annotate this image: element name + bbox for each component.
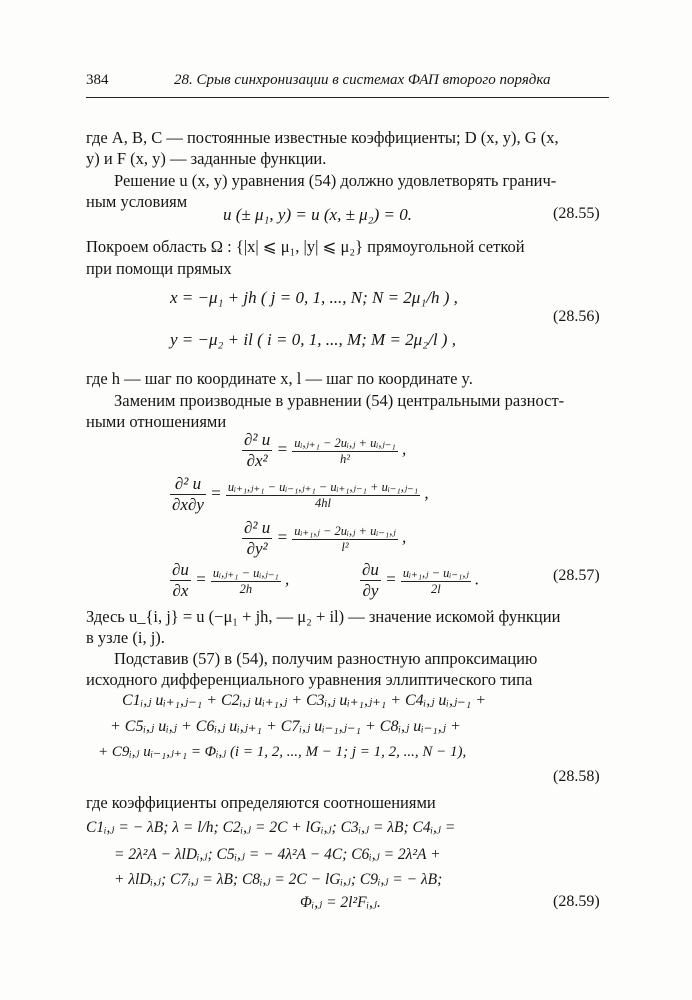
equation-number: (28.58) [553, 768, 600, 785]
text-line: Решение u (x, y) уравнения (54) должно удовлетворять гранич- [114, 171, 557, 190]
header-rule [86, 97, 609, 98]
equation-28-59-line1: C1ᵢ,ⱼ = − λB; λ = l/h; C2ᵢ,ⱼ = 2C + lGᵢ,ⱼ; C3ᵢ,ⱼ = λB; C4ᵢ,ⱼ = [86, 819, 456, 836]
text-line: где коэффициенты определяются соотношениями [86, 793, 436, 812]
text-line: ными отношениями [86, 412, 227, 431]
equation-du-dx: $\frac{\partial u}{\partial x}$ = $\frac{\text{uᵢ,ⱼ₊₁ − uᵢ,ⱼ₋₁}}{2h}$ , [172, 560, 290, 600]
equation-28-59-line2: = 2λ²A − λlDᵢ,ⱼ; C5ᵢ,ⱼ = − 4λ²A − 4C; C6ᵢ,ⱼ = 2λ²A + [114, 846, 441, 863]
equation-28-56-x: x = −μ₁ + jh ( j = 0, 1, ..., N; N = 2μ₁/h ) , [170, 288, 458, 307]
equation-28-56-y: y = −μ₂ + il ( i = 0, 1, ..., M; M = 2μ₂/l ) , [170, 330, 456, 349]
text-line: Покроем область Ω : {|x| ⩽ μ₁, |y| ⩽ μ₂} прямоугольной сеткой [86, 237, 525, 256]
text-line: Подставив (57) в (54), получим разностную аппроксимацию [114, 649, 538, 668]
equation-28-59-line4: Φᵢ,ⱼ = 2l²Fᵢ,ⱼ. [300, 894, 381, 911]
text-line: при помощи прямых [86, 259, 232, 278]
equation-d2u-dy2: $\frac{\text{∂² u}}{\text{∂y²}}$ = $\frac{\text{uᵢ₊₁,ⱼ − 2uᵢ,ⱼ + uᵢ₋₁,ⱼ}}{\text{l²}}$ , [244, 518, 407, 558]
equation-number: (28.56) [553, 308, 600, 325]
equation-number: (28.59) [553, 893, 600, 910]
equation-d2u-dx2: $\frac{\text{∂² u}}{\text{∂x²}}$ = $\frac{\text{uᵢ,ⱼ₊₁ − 2uᵢ,ⱼ + uᵢ,ⱼ₋₁}}{\text{h²}}$ , [244, 430, 407, 470]
equation-d2u-dxdy: $\frac{\text{∂² u}}{\partial x\partial y}$ = $\frac{\text{uᵢ₊₁,ⱼ₊₁ − uᵢ₋₁,ⱼ₊₁ − uᵢ₊₁,ⱼ₋₁ + uᵢ₋₁,ⱼ₋₁}}{4hl}$ , [172, 474, 429, 514]
equation-number: (28.55) [553, 205, 600, 222]
equation-28-58-line1: C1ᵢ,ⱼ uᵢ₊₁,ⱼ₋₁ + C2ᵢ,ⱼ uᵢ₊₁,ⱼ + C3ᵢ,ⱼ uᵢ₊₁,ⱼ₊₁ + C4ᵢ,ⱼ uᵢ,ⱼ₋₁ + [122, 692, 486, 709]
equation-number: (28.57) [553, 567, 600, 584]
text-line: где A, B, C — постоянные известные коэффициенты; D (x, y), G (x, [86, 128, 559, 147]
page-number: 384 [86, 72, 109, 88]
equation-28-55: u (± μ₁, y) = u (x, ± μ₂) = 0. [223, 205, 412, 224]
text-line: где h — шаг по координате x, l — шаг по координате y. [86, 369, 473, 388]
text-line: ным условиям [86, 192, 188, 211]
equation-28-58-line3: + C9ᵢ,ⱼ uᵢ₋₁,ⱼ₊₁ = Φᵢ,ⱼ (i = 1, 2, ..., M − 1; j = 1, 2, ..., N − 1), [98, 744, 467, 760]
running-title: 28. Срыв синхронизации в системах ФАП второго порядка [174, 72, 551, 88]
text-line: исходного дифференциального уравнения эллиптического типа [86, 670, 533, 689]
text-line: в узле (i, j). [86, 628, 165, 647]
text-line: y) и F (x, y) — заданные функции. [86, 149, 327, 168]
text-line: Заменим производные в уравнении (54) центральными разност- [114, 391, 565, 410]
text-line: Здесь u_{i, j} = u (−μ₁ + jh, — μ₂ + il) — значение искомой функции [86, 607, 561, 626]
equation-28-59-line3: + λlDᵢ,ⱼ; C7ᵢ,ⱼ = λB; C8ᵢ,ⱼ = 2C − lGᵢ,ⱼ; C9ᵢ,ⱼ = − λB; [114, 871, 443, 888]
equation-du-dy: $\frac{\partial u}{\partial y}$ = $\frac{\text{uᵢ₊₁,ⱼ − uᵢ₋₁,ⱼ}}{2l}$ . [362, 560, 480, 600]
equation-28-58-line2: + C5ᵢ,ⱼ uᵢ,ⱼ + C6ᵢ,ⱼ uᵢ,ⱼ₊₁ + C7ᵢ,ⱼ uᵢ₋₁,ⱼ₋₁ + C8ᵢ,ⱼ uᵢ₋₁,ⱼ + [110, 718, 461, 735]
